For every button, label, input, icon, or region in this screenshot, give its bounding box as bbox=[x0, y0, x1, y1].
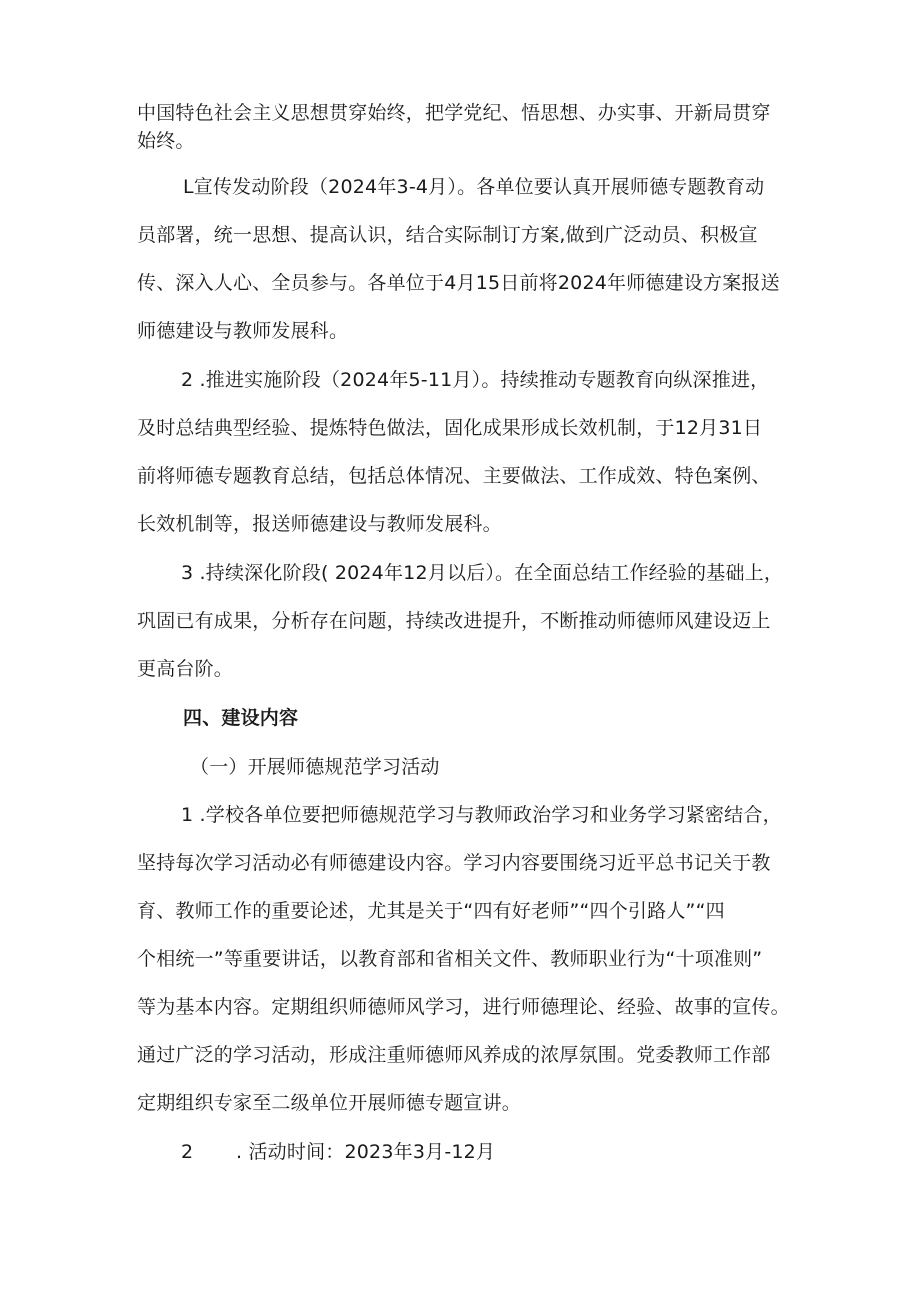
paragraph-line: 前将师德专题教育总结，包括总体情况、主要做法、工作成效、特色案例、 bbox=[137, 465, 771, 487]
paragraph-line: 及时总结典型经验、提炼特色做法，固化成果形成长效机制，于12月31日 bbox=[137, 417, 763, 439]
paragraph-line: 坚持每次学习活动必有师德建设内容。学习内容要围绕习近平总书记关于教 bbox=[137, 852, 771, 874]
section-heading: 四、建设内容 bbox=[183, 707, 299, 729]
paragraph-line: 传、深入人心、全员参与。各单位于4月15日前将2024年师德建设方案报送 bbox=[137, 272, 780, 294]
paragraph-line: 中国特色社会主义思想贯穿始终，把学党纪、悟思想、办实事、开新局贯穿 bbox=[137, 102, 771, 124]
list-number: 2 bbox=[181, 1141, 194, 1163]
paragraph-line: L宣传发动阶段（2024年3-4月）。各单位要认真开展师德专题教育动 bbox=[183, 176, 765, 198]
paragraph-line: 定期组织专家至二级单位开展师德专题宣讲。 bbox=[137, 1092, 522, 1114]
paragraph-line: 员部署，统一思想、提高认识，结合实际制订方案,做到广泛动员、积极宣 bbox=[137, 224, 758, 246]
paragraph-line: 等为基本内容。定期组织师德师风学习，进行师德理论、经验、故事的宣传。 bbox=[137, 996, 790, 1018]
paragraph-line: 始终。 bbox=[137, 130, 195, 152]
paragraph-line: 个相统一”等重要讲话，以教育部和省相关文件、教师职业行为“十项准则” bbox=[137, 948, 763, 970]
paragraph-line: 1 .学校各单位要把师德规范学习与教师政治学习和业务学习紧密结合， bbox=[181, 804, 782, 826]
subsection-heading: （一）开展师德规范学习活动 bbox=[190, 756, 440, 778]
paragraph-line: 师德建设与教师发展科。 bbox=[137, 320, 349, 342]
paragraph-line: 通过广泛的学习活动，形成注重师德师风养成的浓厚氛围。党委教师工作部 bbox=[137, 1044, 771, 1066]
paragraph-line: 3 .持续深化阶段( 2024年12月以后）。在全面总结工作经验的基础上， bbox=[181, 562, 784, 584]
paragraph-line: . 活动时间：2023年3月-12月 bbox=[236, 1141, 496, 1163]
paragraph-line: 育、教师工作的重要论述，尤其是关于“四有好老师”“四个引路人”“四 bbox=[137, 900, 725, 922]
paragraph-line: 2 .推进实施阶段（2024年5-11月）。持续推动专题教育向纵深推进， bbox=[181, 369, 770, 391]
paragraph-line: 更高台阶。 bbox=[137, 658, 234, 680]
paragraph-line: 长效机制等，报送师德建设与教师发展科。 bbox=[137, 513, 502, 535]
paragraph-line: 巩固已有成果，分析存在问题，持续改进提升，不断推动师德师风建设迈上 bbox=[137, 610, 771, 632]
